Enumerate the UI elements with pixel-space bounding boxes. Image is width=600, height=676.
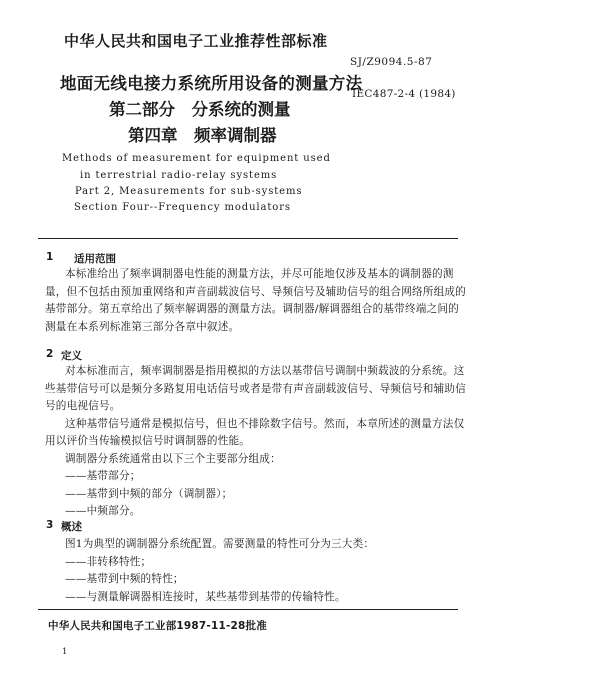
top-divider <box>38 238 458 239</box>
section-2-line-5: 用以评价当传输模拟信号时调制器的性能。 <box>45 435 251 447</box>
section-2-line-2: 些基带信号可以是频分多路复用电话信号或者是带有声音副载波信号、导频信号和辅助信 <box>45 382 466 395</box>
section-3-line-2: ——非转移特性； <box>65 555 152 568</box>
section-1-line-4: 测量在本系列标准第三部分各章中叙述。 <box>45 320 240 333</box>
english-title-line-1: Methods of measurement for equipment used <box>62 153 331 164</box>
section-3-line-4: ——与测量解调器相连接时，某些基带到基带的传输特性。 <box>65 590 346 603</box>
section-2-heading: 定义 <box>61 350 82 362</box>
section-2-line-7: ——基带部分； <box>65 470 141 482</box>
section-2-line-4: 这种基带信号通常是模拟信号，但也不排除数字信号。然而，本章所述的测量方法仅 <box>65 417 465 430</box>
section-1-heading: 适用范围 <box>74 253 116 265</box>
main-title: 地面无线电接力系统所用设备的测量方法 <box>60 74 363 93</box>
english-title-line-3: Part 2, Measurements for sub-systems <box>75 186 303 197</box>
section-1-line-3: 基带部分。第五章给出了频率解调器的测量方法。调制器/解调器组合的基带终端之间的 <box>45 303 459 315</box>
section-3-line-3: ——基带到中频的特性； <box>65 573 184 585</box>
section-2-number: 2 <box>46 348 54 360</box>
section-1-line-2: 量，但不包括由预加重网络和声音副载波信号、导频信号及辅助信号的组合网络所组成的 <box>45 285 466 298</box>
section-1-body <box>45 266 466 336</box>
section-3-number: 3 <box>46 519 54 531</box>
approval-line: 中华人民共和国电子工业部1987-11-28批准 <box>48 620 267 632</box>
section-2-line-6: 调制器分系统通常由以下三个主要部分组成： <box>65 452 281 465</box>
section-2-line-8: ——基带到中频的部分（调制器）； <box>65 487 233 500</box>
section-3-body <box>65 536 374 606</box>
english-title-line-4: Section Four--Frequency modulators <box>74 202 291 213</box>
english-title-line-2: in terrestrial radio-relay systems <box>80 170 278 181</box>
part-title: 第二部分 分系统的测量 <box>109 100 291 119</box>
section-2-line-3: 号的电视信号。 <box>45 400 121 412</box>
page-number: 1 <box>62 647 68 657</box>
section-title: 第四章 频率调制器 <box>128 126 277 145</box>
bottom-divider <box>38 609 458 610</box>
section-2-line-9: ——中频部分。 <box>65 505 141 517</box>
section-2-line-1: 对本标准而言，频率调制器是指用模拟的方法以基带信号调制中频载波的分系统。这 <box>65 365 465 377</box>
section-3-heading: 概述 <box>61 521 82 533</box>
section-1-number: 1 <box>46 251 54 263</box>
section-3-line-1: 图1为典型的调制器分系统配置。需要测量的特性可分为三大类： <box>65 538 375 550</box>
iec-reference: IEC487-2-4 (1984) <box>352 88 456 100</box>
standard-code: SJ/Z9094.5-87 <box>350 56 433 68</box>
section-2-body <box>45 363 466 521</box>
section-1-line-1: 本标准给出了频率调制器电性能的测量方法，并尽可能地仅涉及基本的调制器的测 <box>65 268 454 280</box>
standard-type: 中华人民共和国电子工业推荐性部标准 <box>64 32 328 50</box>
